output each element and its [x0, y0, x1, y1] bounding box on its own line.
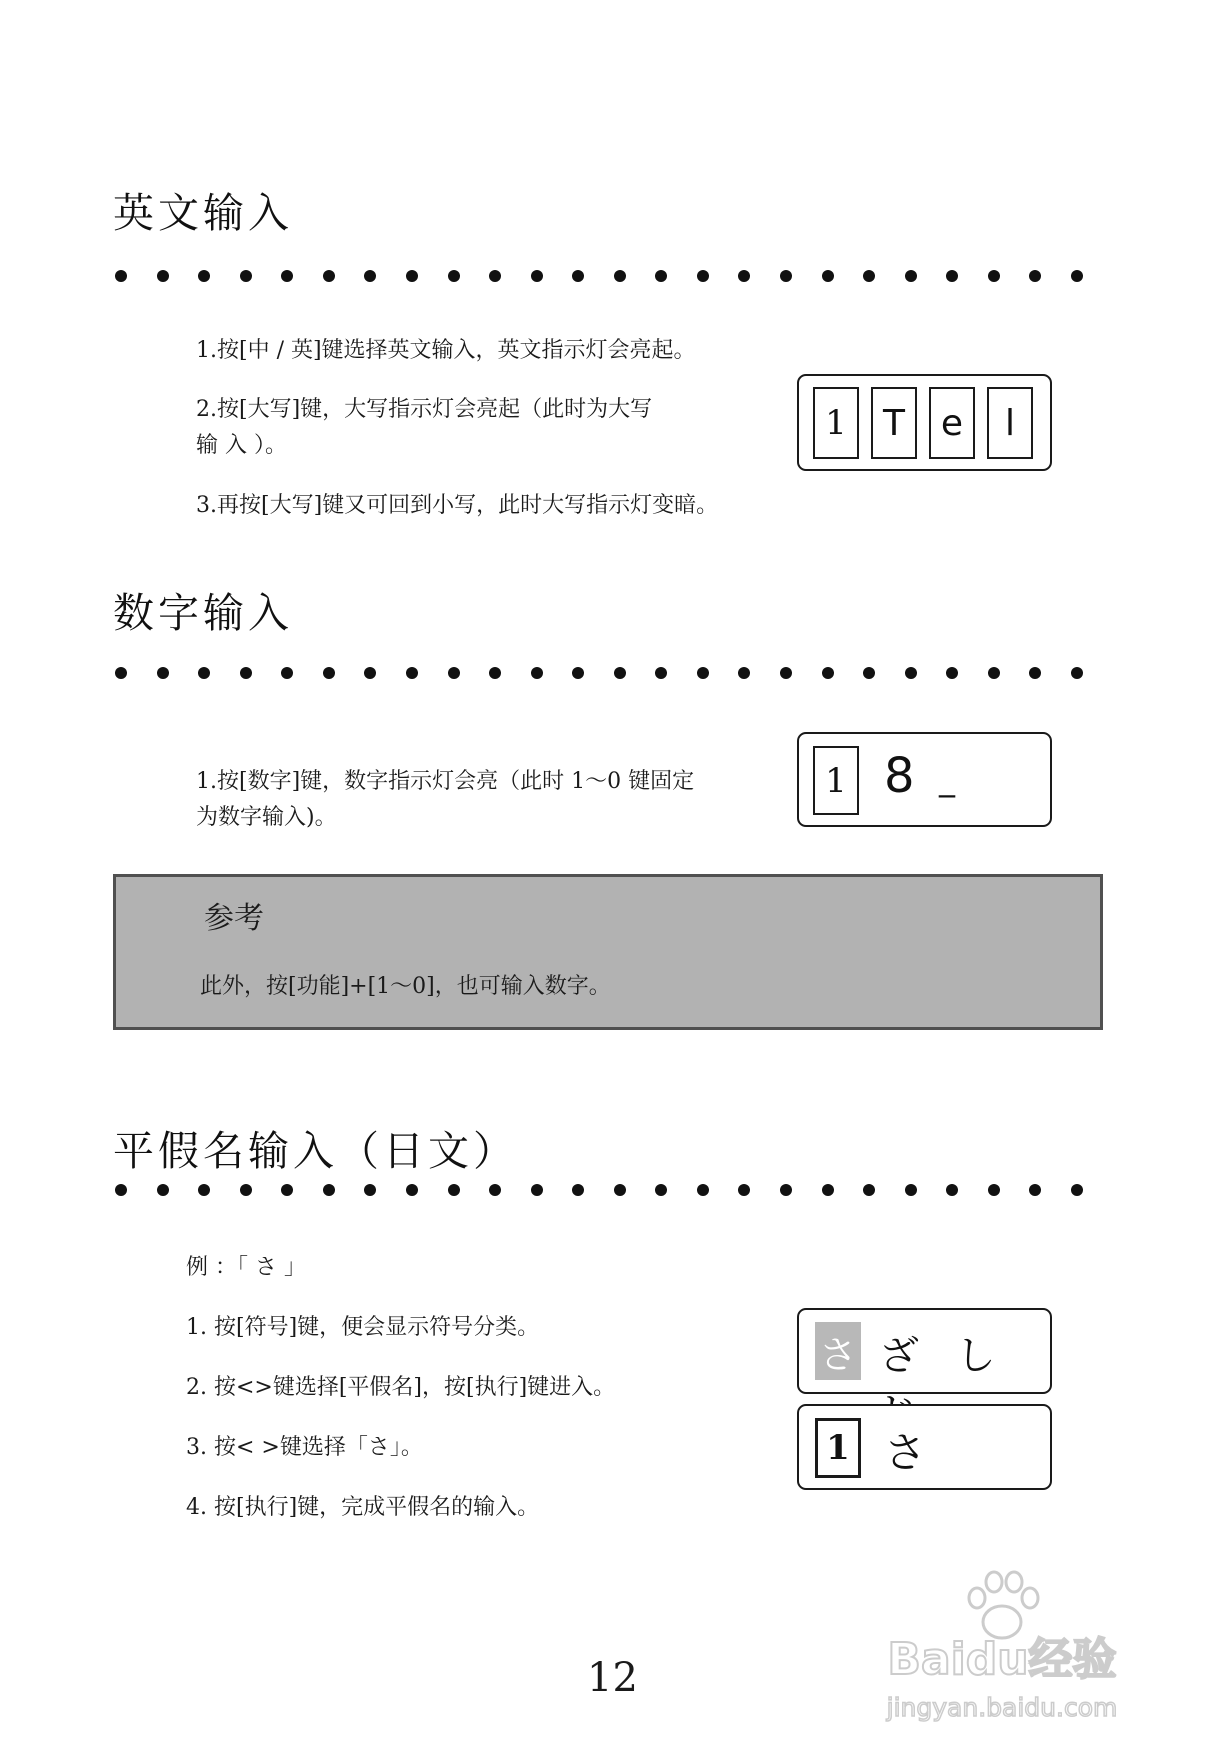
lcd-candidate-row [797, 1308, 1052, 1394]
divider-dot [1029, 667, 1041, 679]
divider-dot [863, 667, 875, 679]
lcd-char-cell: T [871, 387, 917, 459]
divider-dot [157, 1184, 169, 1196]
divider-dot [198, 270, 210, 282]
divider-dot [822, 1184, 834, 1196]
note-text: 此外，按[功能]+[1～0]，也可输入数字。 [200, 974, 611, 999]
english-step-1: 1.按[中 / 英]键选择英文输入，英文指示灯会亮起。 [196, 338, 696, 363]
divider-dot [531, 1184, 543, 1196]
section-title-hiragana: 平假名输入（日文） [113, 1127, 518, 1175]
number-step-1: 1.按[数字]键，数字指示灯会亮（此时 1～0 键固定 [196, 769, 695, 794]
divider-dot [281, 270, 293, 282]
divider-dot [1029, 1184, 1041, 1196]
divider-dot [614, 667, 626, 679]
lcd-digit: 8 [884, 748, 915, 804]
divider-dot [281, 1184, 293, 1196]
divider-dot [406, 1184, 418, 1196]
section-title-english: 英文输入 [113, 189, 293, 237]
lcd-display-number [797, 732, 1052, 827]
selected-candidate: さ [815, 1322, 861, 1380]
divider-dot [946, 1184, 958, 1196]
divider-dot [780, 1184, 792, 1196]
divider-dot [448, 1184, 460, 1196]
divider-dot [115, 1184, 127, 1196]
lcd-char-cell: e [929, 387, 975, 459]
divider-dot [697, 667, 709, 679]
hiragana-step-3: 3. 按< >键选择「さ」。 [186, 1435, 423, 1460]
divider-dot [905, 270, 917, 282]
divider-dot [448, 667, 460, 679]
divider-dot [1071, 1184, 1083, 1196]
divider-dot [988, 270, 1000, 282]
divider-dot [946, 667, 958, 679]
english-step-3: 3.再按[大写]键又可回到小写，此时大写指示灯变暗。 [196, 493, 719, 518]
divider-dot [240, 667, 252, 679]
divider-dot [697, 1184, 709, 1196]
divider-dot [489, 667, 501, 679]
note-title: 参考 [204, 901, 264, 936]
divider-dot [822, 270, 834, 282]
divider-dot [614, 1184, 626, 1196]
divider-dot [655, 667, 667, 679]
divider-dot [1029, 270, 1041, 282]
dotted-divider [115, 270, 1083, 282]
english-step-2: 2.按[大写]键，大写指示灯会亮起（此时为大写 [196, 397, 653, 422]
divider-dot [240, 1184, 252, 1196]
divider-dot [863, 1184, 875, 1196]
divider-dot [448, 270, 460, 282]
lcd-mode-cell: 1 [813, 746, 859, 815]
divider-dot [323, 667, 335, 679]
svg-text:jingyan.baidu.com: jingyan.baidu.com [886, 1693, 1118, 1722]
divider-dot [406, 667, 418, 679]
lcd-char-cell: l [987, 387, 1033, 459]
divider-dot [323, 270, 335, 282]
dotted-divider [115, 667, 1083, 679]
divider-dot [323, 1184, 335, 1196]
other-candidates: ざ し [879, 1333, 1008, 1379]
divider-dot [364, 1184, 376, 1196]
divider-dot [489, 1184, 501, 1196]
divider-dot [738, 667, 750, 679]
hiragana-step-4: 4. 按[执行]键，完成平假名的输入。 [186, 1495, 540, 1520]
hiragana-step-2: 2. 按<>键选择[平假名]，按[执行]键进入。 [186, 1375, 616, 1400]
divider-dot [572, 1184, 584, 1196]
divider-dot [905, 667, 917, 679]
lcd-char: さ [884, 1428, 927, 1477]
divider-dot [281, 667, 293, 679]
divider-dot [364, 667, 376, 679]
divider-dot [489, 270, 501, 282]
divider-dot [531, 270, 543, 282]
hiragana-step-1: 1. 按[符号]键，便会显示符号分类。 [186, 1315, 540, 1340]
divider-dot [655, 1184, 667, 1196]
divider-dot [157, 667, 169, 679]
divider-dot [115, 270, 127, 282]
divider-dot [780, 667, 792, 679]
divider-dot [822, 667, 834, 679]
baidu-watermark-logo [862, 1558, 1142, 1728]
divider-dot [738, 1184, 750, 1196]
lcd-mode-cell: 1 [813, 387, 859, 459]
divider-dot [198, 1184, 210, 1196]
divider-dot [988, 1184, 1000, 1196]
svg-text:Baidu经验: Baidu经验 [887, 1634, 1117, 1685]
divider-dot [946, 270, 958, 282]
divider-dot [406, 270, 418, 282]
divider-dot [614, 270, 626, 282]
hiragana-example: 例 ：「 さ 」 [186, 1255, 306, 1280]
divider-dot [157, 270, 169, 282]
dotted-divider [115, 1184, 1083, 1196]
divider-dot [531, 667, 543, 679]
divider-dot [240, 270, 252, 282]
divider-dot [780, 270, 792, 282]
divider-dot [364, 270, 376, 282]
divider-dot [1071, 270, 1083, 282]
page-number: 12 [587, 1655, 638, 1701]
divider-dot [738, 270, 750, 282]
divider-dot [988, 667, 1000, 679]
divider-dot [198, 667, 210, 679]
divider-dot [655, 270, 667, 282]
number-step-1-cont: 为数字输入)。 [196, 805, 337, 830]
divider-dot [572, 270, 584, 282]
divider-dot [115, 667, 127, 679]
english-step-2-cont: 输 入 ）。 [196, 433, 287, 458]
divider-dot [1071, 667, 1083, 679]
reference-note-box [113, 874, 1103, 1030]
divider-dot [697, 270, 709, 282]
lcd-mode-cell: 1 [815, 1418, 861, 1478]
divider-dot [863, 270, 875, 282]
section-title-number: 数字输入 [113, 589, 293, 637]
divider-dot [905, 1184, 917, 1196]
lcd-cursor: _ [939, 760, 955, 798]
lcd-display-hiragana [797, 1404, 1052, 1490]
divider-dot [572, 667, 584, 679]
lcd-display-english [797, 374, 1052, 471]
